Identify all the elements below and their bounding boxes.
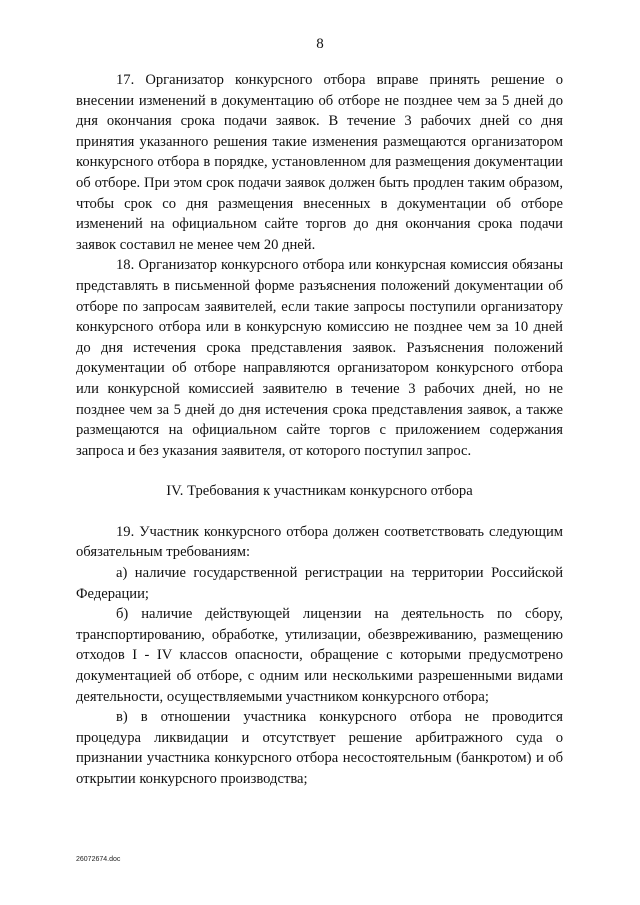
- paragraph-19-a: а) наличие государственной регистрации на территории Российской Федерации;: [76, 565, 563, 602]
- paragraph-17: 17. Организатор конкурсного отбора вправе принять решение о внесении изменений в документацию об отборе не позднее чем за 5 дней до дня окончания срока подачи заявок. В течение 3 рабочих дней со дня принятия указанного решения такие изменения размещаются организатором конкурсного отбора в порядке, установленном для размещения документации об отборе. При этом срок подачи заявок должен быть продлен таким образом, чтобы срок со дня размещения внесенных в документации об отборе изменений на официальном сайте торгов до дня окончания срока подачи заявок составил не менее чем 20 дней.: [76, 72, 563, 253]
- paragraph-19-b: б) наличие действующей лицензии на деятельность по сбору, транспортированию, обработке, утилизации, обезвреживанию, размещению отходов I - IV классов опасности, обращение с которыми предусмотрено документацией об отборе, с одним или несколькими разрешенными видами деятельности, осуществляемыми участником конкурсного отбора;: [76, 606, 563, 705]
- page-number: 8: [316, 36, 324, 52]
- paragraph-19: 19. Участник конкурсного отбора должен соответствовать следующим обязательным требованиям:: [76, 523, 563, 561]
- document-body: [76, 70, 563, 790]
- paragraph-18: 18. Организатор конкурсного отбора или конкурсная комиссия обязаны представлять в письменной форме разъяснения положений документации об отборе по запросам заявителей, если такие запросы поступили организатору конкурсного отбора или в конкурсную комиссию не позднее чем за 10 дней до дня истечения срока представления заявок. Разъяснения положений документации об отборе направляются организатором конкурсного отбора или конкурсной комиссией заявителю в течение 3 рабочих дней, но не позднее чем за 5 дней до дня истечения срока представления заявок, а также размещаются на официальном сайте торгов с приложением содержания запроса и без указания заявителя, от которого поступил запрос.: [76, 257, 563, 459]
- section-heading: IV. Требования к участникам конкурсного отбора: [166, 483, 473, 500]
- footer-filename: 26072674.doc: [76, 856, 121, 863]
- paragraph-19-v: в) в отношении участника конкурсного отбора не проводится процедура ликвидации и отсутствует решение арбитражного суда о признании участника конкурсного отбора несостоятельным (банкротом) и об открытии конкурсного производства;: [76, 709, 563, 787]
